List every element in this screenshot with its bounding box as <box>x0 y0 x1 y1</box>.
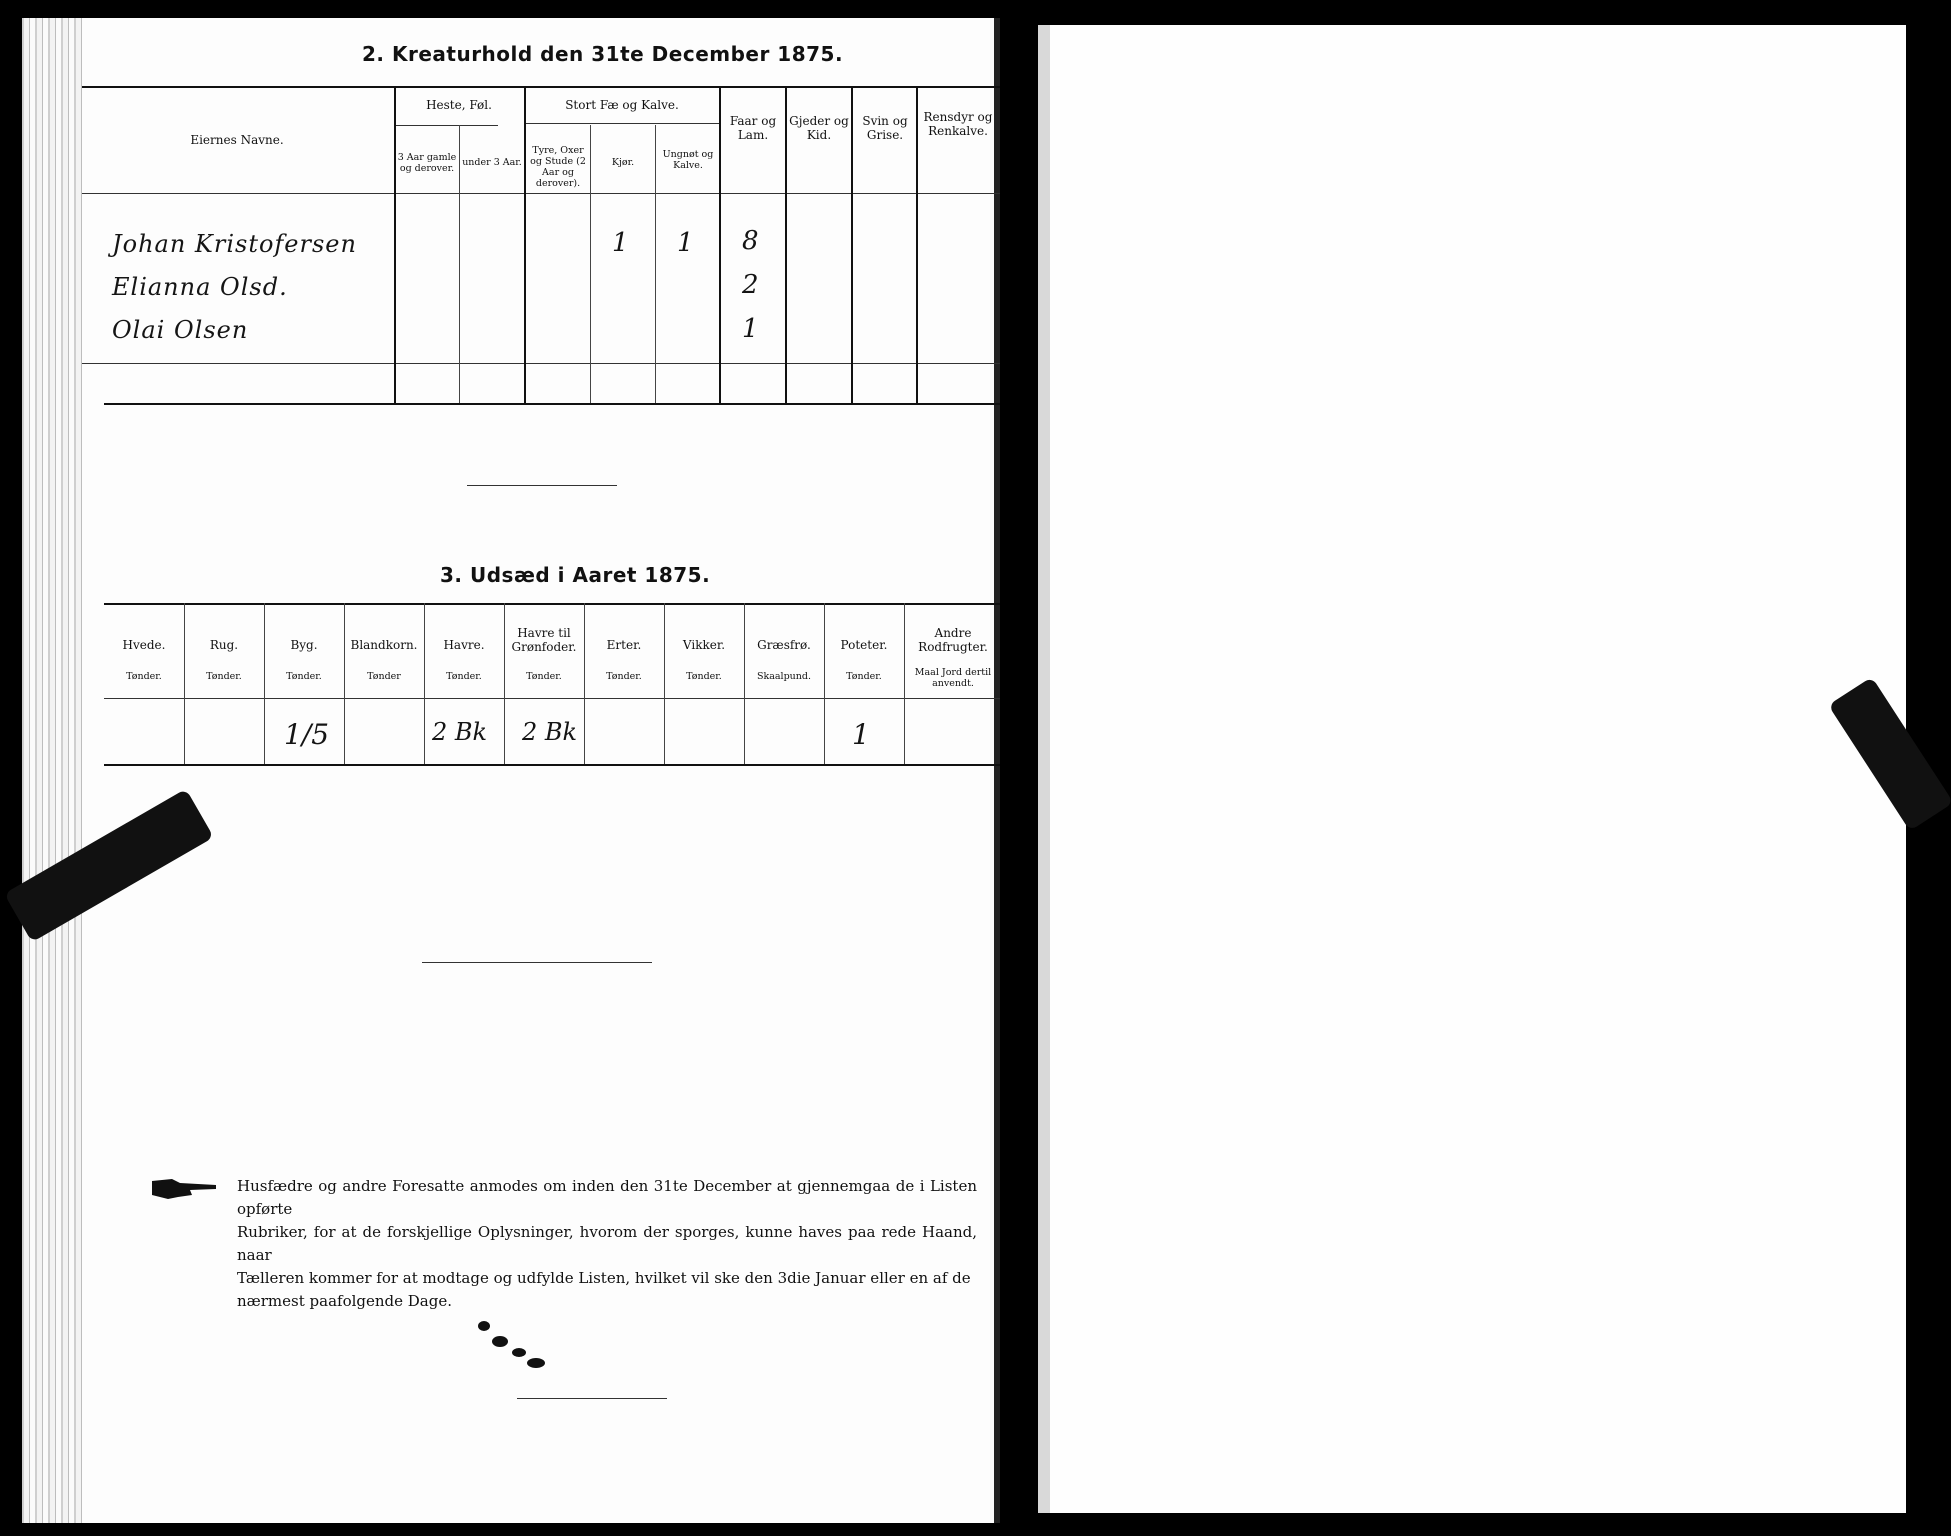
header-horses-old: 3 Aar gamle og derover. <box>397 152 457 174</box>
crop-andre: Andre Rodfrugter. <box>918 626 988 655</box>
unit: Maal Jord dertil anvendt. <box>914 667 992 689</box>
pointing-hand-icon <box>150 1175 220 1201</box>
crop-havre: Havre. <box>443 638 485 652</box>
header-horses-young: under 3 Aar. <box>462 157 522 168</box>
notice-text <box>237 1175 977 1313</box>
row1-cows: 1 <box>612 228 629 258</box>
table3-header-rule <box>104 698 1000 699</box>
row2-sheep: 2 <box>742 270 759 300</box>
col-line <box>584 603 585 764</box>
page-gutter <box>994 18 1000 1523</box>
crop-vikker: Vikker. <box>682 638 726 652</box>
notice-line: Husfædre og andre Foresatte anmodes om inden den 31te December at gjennemgaa de i Listen opførte <box>237 1177 977 1218</box>
col-line <box>851 86 853 403</box>
unit: Tønder. <box>446 671 482 682</box>
header-owners: Eiernes Navne. <box>190 133 284 147</box>
col-line <box>459 125 460 403</box>
separator <box>517 1398 667 1399</box>
col-line <box>719 86 721 403</box>
col-line <box>824 603 825 764</box>
cattle-sub-rule <box>526 123 720 124</box>
horses-sub-rule <box>394 125 498 126</box>
header-cattle: Stort Fæ og Kalve. <box>565 98 679 112</box>
row1-young-cattle: 1 <box>677 228 694 258</box>
header-pigs: Svin og Grise. <box>862 114 908 143</box>
col-line <box>264 603 265 764</box>
unit: Tønder. <box>286 671 322 682</box>
ink-blot <box>527 1358 545 1368</box>
row3-sheep: 1 <box>742 314 759 344</box>
col-line <box>184 603 185 764</box>
separator <box>467 485 617 486</box>
col-line <box>904 603 905 764</box>
col-line <box>424 603 425 764</box>
col-line <box>785 86 787 403</box>
header-sheep: Faar og Lam. <box>729 114 777 143</box>
owner-name-2: Elianna Olsd. <box>112 273 288 301</box>
left-page <box>22 18 1000 1523</box>
value-byg: 1/5 <box>284 718 330 751</box>
header-cattle-cows: Kjør. <box>611 157 635 168</box>
notice-line: Tælleren kommer for at modtage og udfylde Listen, hvilket vil ske den 3die Januar eller en af de <box>237 1269 971 1287</box>
page-edges <box>22 18 82 1523</box>
col-line <box>524 86 526 403</box>
crop-byg: Byg. <box>290 638 318 652</box>
notice-line: Rubriker, for at de forskjellige Oplysninger, hvorom der sporges, kunne haves paa rede Haand, naar <box>237 1223 977 1264</box>
crop-rug: Rug. <box>209 638 239 652</box>
table2-top-rule <box>82 86 1000 88</box>
table2-bottom-rule <box>104 403 1000 405</box>
separator <box>422 962 652 963</box>
unit: Tønder. <box>846 671 882 682</box>
ink-blot <box>492 1336 508 1347</box>
table3-bottom-rule <box>104 764 1000 766</box>
crop-poteter: Poteter. <box>840 638 888 652</box>
ink-blot <box>478 1321 490 1331</box>
col-line <box>344 603 345 764</box>
header-cattle-young: Ungnøt og Kalve. <box>662 149 714 171</box>
section2-title: 2. Kreaturhold den 31te December 1875. <box>362 42 844 66</box>
unit: Skaalpund. <box>756 671 812 682</box>
unit: Tønder. <box>686 671 722 682</box>
unit: Tønder. <box>206 671 242 682</box>
owner-name-3: Olai Olsen <box>112 316 249 344</box>
crop-havre-gronfoder: Havre til Grønfoder. <box>511 626 577 655</box>
header-reindeer: Rensdyr og Renkalve. <box>923 110 993 139</box>
header-horses: Heste, Føl. <box>426 98 492 112</box>
crop-blandkorn: Blandkorn. <box>350 638 418 652</box>
notice-line: nærmest paafolgende Dage. <box>237 1292 452 1310</box>
row1-sheep: 8 <box>742 226 759 256</box>
header-goats: Gjeder og Kid. <box>789 114 849 143</box>
unit: Tønder <box>367 671 401 682</box>
col-line <box>664 603 665 764</box>
page-edge <box>1038 25 1050 1513</box>
crop-hvede: Hvede. <box>122 638 166 652</box>
crop-graesfro: Græsfrø. <box>757 638 811 652</box>
value-havre: 2 Bk <box>432 718 488 746</box>
table3-top-rule <box>104 603 1000 605</box>
col-line <box>394 86 396 403</box>
owner-name-1: Johan Kristofersen <box>112 230 357 258</box>
unit: Tønder. <box>606 671 642 682</box>
value-havre-gronfoder: 2 Bk <box>522 718 578 746</box>
value-poteter: 1 <box>852 718 870 751</box>
crop-erter: Erter. <box>606 638 642 652</box>
table2-row-rule <box>82 363 1000 364</box>
table2-header-rule <box>82 193 1000 194</box>
right-page <box>1038 25 1906 1513</box>
header-cattle-bulls: Tyre, Oxer og Stude (2 Aar og derover). <box>530 145 586 189</box>
col-line <box>590 125 591 403</box>
unit: Tønder. <box>526 671 562 682</box>
ink-blot <box>512 1348 526 1357</box>
col-line <box>744 603 745 764</box>
col-line <box>655 125 656 403</box>
section3-title: 3. Udsæd i Aaret 1875. <box>440 563 711 587</box>
unit: Tønder. <box>126 671 162 682</box>
